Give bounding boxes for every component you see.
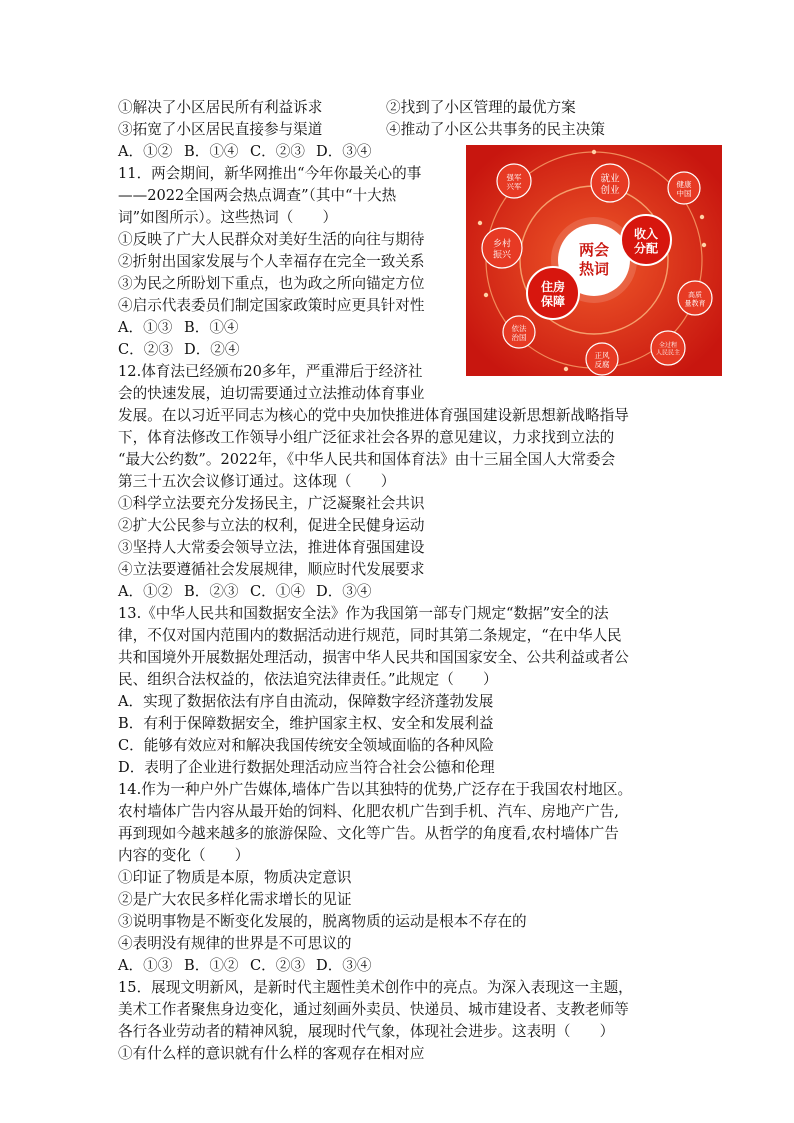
q10-option: ④推动了小区公共事务的民主决策 <box>386 121 605 138</box>
q11-choices-row-1 <box>118 317 239 339</box>
hot-word-label: 健康 <box>676 179 692 189</box>
hot-words-graphic <box>466 145 722 376</box>
q15-stem-line: 15．展现文明新风，是新时代主题性美术创作中的亮点。为深入表现这一主题， <box>118 979 633 996</box>
q11-option: ③为民之所盼划下重点，也为政之所向锚定方位 <box>118 275 425 292</box>
q12-choices <box>118 581 371 603</box>
hot-word-label: 振兴 <box>492 250 512 261</box>
center-keyword-bottom: 热词 <box>578 260 610 278</box>
q14-stem-line: 内容的变化（ ） <box>118 847 250 864</box>
ring-dot <box>478 221 482 225</box>
q13-option: C．能够有效应对和解决我国传统安全领域面临的各种风险 <box>118 737 495 754</box>
q11-choices-row-2 <box>118 339 239 361</box>
q14-option: ③说明事物是不断变化发展的，脱离物质的运动是根本不存在的 <box>118 913 527 930</box>
q14-option: ②是广大农民多样化需求增长的见证 <box>118 891 352 908</box>
q14-choice: D．③④ <box>316 957 372 974</box>
q14-stem-line: 农村墙体广告内容从最开始的饲料、化肥农机广告到手机、汽车、房地产广告, <box>118 803 619 820</box>
ring-dot <box>700 215 704 219</box>
q10-choice: A．①② <box>118 143 173 160</box>
ring-dot <box>592 150 596 154</box>
q12-stem-line: “最大公约数”。2022年，《中华人民共和国体育法》由十三届全国人大常委会 <box>118 451 616 468</box>
hot-word-bubble <box>586 343 618 375</box>
hot-word-label: 创业 <box>600 184 620 196</box>
q13-stem-line: 共和国境外开展数据处理活动，损害中华人民共和国国家安全、公共利益或者公 <box>118 649 629 666</box>
q12-option: ②扩大公民参与立法的权利，促进全民健身运动 <box>118 517 425 534</box>
q14-option: ④表明没有规律的世界是不可思议的 <box>118 935 352 952</box>
center-keyword-top: 两会 <box>578 241 610 259</box>
q10-choice: B．①④ <box>184 143 239 160</box>
q12-choice: C．①④ <box>250 583 305 600</box>
q11-stem-line: ——2022全国两会热点调查”（其中“十大热 <box>118 187 397 204</box>
q12-choice: B．②③ <box>184 583 239 600</box>
q12-choice: A．①② <box>118 583 173 600</box>
q15-stem-line: 各行各业劳动者的精神风貌，展现时代气象，体现社会进步。这表明（ ） <box>118 1023 615 1040</box>
hot-word-label: 兴军 <box>506 181 522 191</box>
hot-word-label: 人民民主 <box>655 349 681 357</box>
q11-option: ④启示代表委员们制定国家政策时应更具针对性 <box>118 297 425 314</box>
hot-word-bubble <box>482 228 522 268</box>
q14-stem-line: 14.作为一种户外广告媒体,墙体广告以其独特的优势,广泛存在于我国农村地区。 <box>118 781 633 798</box>
q11-stem-line: 11．两会期间，新华网推出“今年你最关心的事 <box>118 165 422 182</box>
q10-option-row-1 <box>118 97 576 119</box>
hot-word-label: 中国 <box>676 188 692 198</box>
hot-word-label: 乡村 <box>492 239 512 250</box>
q13-option: B．有利于保障数据安全，维护国家主权、安全和发展利益 <box>118 715 494 732</box>
ring-dot <box>484 293 488 297</box>
hot-word-label: 就业 <box>600 173 620 185</box>
hot-word-bubble <box>503 316 535 348</box>
q11-choice: C．②③ <box>118 341 173 358</box>
q10-choice: C．②③ <box>250 143 305 160</box>
hot-word-label: 治国 <box>511 332 527 342</box>
q14-stem-line: 再到现如今越来越多的旅游保险、文化等广告。从哲学的角度看,农村墙体广告 <box>118 825 619 842</box>
q12-stem-line: 12.体育法已经颁布20多年，严重滞后于经济社 <box>118 363 423 380</box>
hot-word-bubble <box>527 267 579 319</box>
hot-word-bubble <box>497 164 531 198</box>
ring-dot <box>564 367 568 371</box>
ring-dot <box>702 243 706 247</box>
hot-word-bubble <box>678 281 712 315</box>
hot-word-label: 正风 <box>594 350 610 360</box>
hot-words-figure <box>466 145 722 376</box>
hot-word-label: 依法 <box>511 323 527 333</box>
q11-choice: D．②④ <box>184 341 240 358</box>
q13-option: A．实现了数据依法有序自由流动，保障数字经济蓬勃发展 <box>118 693 494 710</box>
q12-stem-line: 会的快速发展，迫切需要通过立法推动体育事业 <box>118 385 425 402</box>
q12-option: ①科学立法要充分发扬民主，广泛凝聚社会共识 <box>118 495 425 512</box>
q10-option: ②找到了小区管理的最优方案 <box>386 99 576 116</box>
q13-stem-line: 民、组织合法权益的，依法追究法律责任。”此规定（ ） <box>118 671 498 688</box>
q14-choice: B．①② <box>184 957 239 974</box>
q10-choices <box>118 141 371 163</box>
q11-choice: A．①③ <box>118 319 173 336</box>
q10-option: ①解决了小区居民所有利益诉求 <box>118 99 323 116</box>
hot-word-bubble <box>591 164 629 202</box>
q11-choice: B．①④ <box>184 319 239 336</box>
hot-word-label: 住房 <box>540 280 566 295</box>
q12-option: ③坚持人大常委会领导立法，推进体育强国建设 <box>118 539 425 556</box>
q15-stem-line: 美术工作者聚焦身边变化，通过刻画外卖员、快递员、城市建设者、支教老师等 <box>118 1001 629 1018</box>
q12-stem-line: 发展。在以习近平同志为核心的党中央加快推进体育强国建设新思想新战略指导 <box>118 407 629 424</box>
q12-stem-line: 第三十五次会议修订通过。这体现（ ） <box>118 473 396 490</box>
hot-word-label: 高质 <box>688 290 702 299</box>
q11-option: ②折射出国家发展与个人幸福存在完全一致关系 <box>118 253 425 270</box>
q12-option: ④立法要遵循社会发展规律，顺应时代发展要求 <box>118 561 425 578</box>
hot-word-label: 收入 <box>633 227 659 242</box>
q13-stem-line: 律，不仅对国内范围内的数据活动进行规范，同时其第二条规定，“在中华人民 <box>118 627 622 644</box>
q10-option-row-2 <box>118 119 605 141</box>
q11-stem-line: 词”如图所示）。这些热词（ ） <box>118 209 338 226</box>
hot-word-bubble <box>651 331 685 365</box>
hot-word-label: 保障 <box>540 294 566 309</box>
hot-word-label: 全过程 <box>658 342 678 350</box>
q12-stem-line: 下，体育法修改工作领导小组广泛征求社会各界的意见建议，力求找到立法的 <box>118 429 615 446</box>
q14-choice: A．①③ <box>118 957 173 974</box>
hot-word-label: 量教育 <box>684 299 706 308</box>
hot-word-label: 分配 <box>633 241 659 256</box>
q13-option: D．表明了企业进行数据处理活动应当符合社会公德和伦理 <box>118 759 495 776</box>
q14-choices <box>118 955 371 977</box>
q10-choice: D．③④ <box>316 143 372 160</box>
q10-option: ③拓宽了小区居民直接参与渠道 <box>118 121 323 138</box>
q14-choice: C．②③ <box>250 957 305 974</box>
hot-word-bubble <box>621 215 671 265</box>
hot-word-bubble <box>668 172 700 204</box>
q15-option: ①有什么样的意识就有什么样的客观存在相对应 <box>118 1045 425 1062</box>
hot-word-label: 反腐 <box>594 359 610 369</box>
q12-choice: D．③④ <box>316 583 372 600</box>
q14-option: ①印证了物质是本原，物质决定意识 <box>118 869 352 886</box>
hot-word-label: 强军 <box>506 172 522 182</box>
q11-option: ①反映了广大人民群众对美好生活的向往与期待 <box>118 231 425 248</box>
q13-stem-line: 13.《中华人民共和国数据安全法》作为我国第一部专门规定“数据”安全的法 <box>118 605 609 622</box>
